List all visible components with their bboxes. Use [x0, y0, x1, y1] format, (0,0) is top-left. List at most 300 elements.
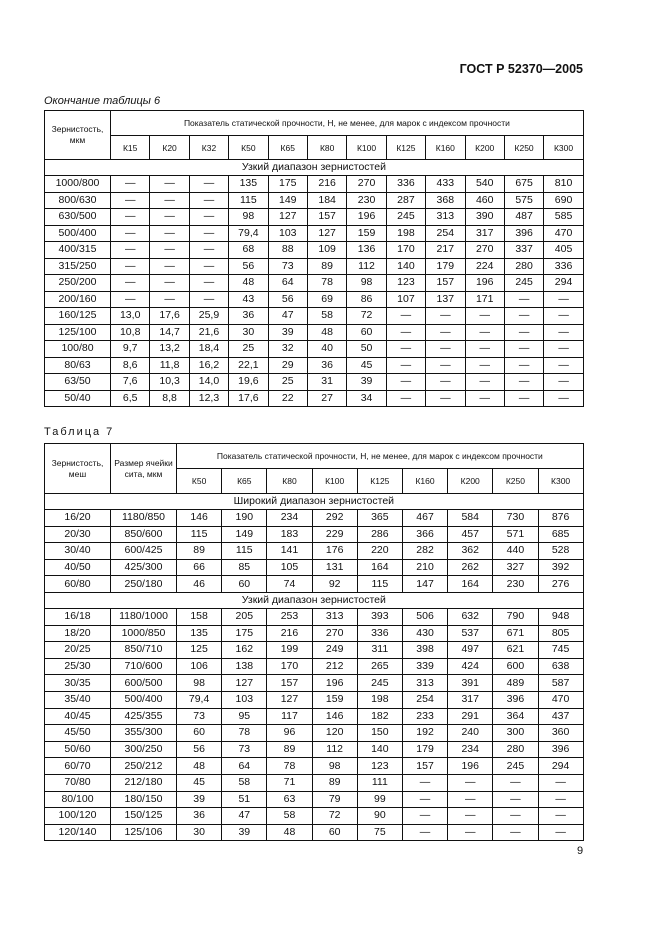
- value-cell: —: [150, 275, 189, 292]
- sieve-cell: 850/710: [111, 642, 177, 659]
- table-row: [45, 658, 584, 675]
- value-cell: 16,2: [189, 357, 228, 374]
- value-cell: —: [426, 390, 465, 407]
- grain-cell: 100/120: [45, 808, 111, 825]
- value-cell: 71: [267, 774, 312, 791]
- value-cell: 78: [222, 725, 267, 742]
- value-cell: —: [386, 357, 425, 374]
- value-cell: 127: [222, 675, 267, 692]
- sieve-cell: 1180/1000: [111, 608, 177, 625]
- value-cell: 805: [538, 625, 583, 642]
- value-cell: 12,3: [189, 390, 228, 407]
- grain-cell: 80/100: [45, 791, 111, 808]
- value-cell: —: [538, 774, 583, 791]
- value-cell: 117: [267, 708, 312, 725]
- table7-column-header: К65: [222, 469, 267, 494]
- value-cell: 506: [402, 608, 447, 625]
- value-cell: —: [402, 791, 447, 808]
- table-row: [45, 708, 584, 725]
- table7-column-header: К160: [402, 469, 447, 494]
- table-row: [45, 725, 584, 742]
- value-cell: 196: [312, 675, 357, 692]
- sieve-cell: 425/300: [111, 559, 177, 576]
- value-cell: 34: [347, 390, 386, 407]
- sieve-cell: 1180/850: [111, 510, 177, 527]
- value-cell: 78: [307, 275, 346, 292]
- value-cell: 254: [402, 691, 447, 708]
- value-cell: —: [150, 192, 189, 209]
- value-cell: 30: [229, 324, 268, 341]
- value-cell: 470: [544, 225, 584, 242]
- value-cell: 460: [465, 192, 504, 209]
- value-cell: 74: [267, 576, 312, 593]
- value-cell: 600: [493, 658, 538, 675]
- value-cell: 253: [267, 608, 312, 625]
- table-row: [45, 341, 584, 358]
- value-cell: 327: [493, 559, 538, 576]
- table6-column-header: К125: [386, 136, 425, 160]
- value-cell: 58: [267, 808, 312, 825]
- value-cell: 339: [402, 658, 447, 675]
- value-cell: —: [493, 791, 538, 808]
- value-cell: 147: [402, 576, 447, 593]
- sieve-cell: 1000/850: [111, 625, 177, 642]
- sieve-cell: 600/425: [111, 543, 177, 560]
- value-cell: —: [504, 390, 543, 407]
- value-cell: 72: [347, 308, 386, 325]
- value-cell: —: [402, 774, 447, 791]
- value-cell: 336: [544, 258, 584, 275]
- value-cell: 170: [386, 242, 425, 259]
- value-cell: —: [465, 374, 504, 391]
- value-cell: 291: [448, 708, 493, 725]
- value-cell: 8,8: [150, 390, 189, 407]
- value-cell: 317: [448, 691, 493, 708]
- grain-cell: 50/40: [45, 390, 111, 407]
- value-cell: 300: [493, 725, 538, 742]
- value-cell: —: [544, 324, 584, 341]
- table-7: [44, 443, 584, 841]
- value-cell: —: [493, 774, 538, 791]
- value-cell: 212: [312, 658, 357, 675]
- value-cell: 164: [357, 559, 402, 576]
- value-cell: 437: [538, 708, 583, 725]
- value-cell: 198: [386, 225, 425, 242]
- table-row: [45, 691, 584, 708]
- value-cell: 230: [493, 576, 538, 593]
- value-cell: 36: [229, 308, 268, 325]
- sieve-cell: 355/300: [111, 725, 177, 742]
- value-cell: 8,6: [111, 357, 150, 374]
- value-cell: 470: [538, 691, 583, 708]
- value-cell: 497: [448, 642, 493, 659]
- value-cell: 876: [538, 510, 583, 527]
- value-cell: 368: [426, 192, 465, 209]
- table7-column-header: К300: [538, 469, 583, 494]
- value-cell: 280: [504, 258, 543, 275]
- grain-cell: 315/250: [45, 258, 111, 275]
- value-cell: 393: [357, 608, 402, 625]
- sieve-cell: 850/600: [111, 526, 177, 543]
- value-cell: 29: [268, 357, 307, 374]
- value-cell: 22: [268, 390, 307, 407]
- value-cell: 457: [448, 526, 493, 543]
- value-cell: —: [538, 808, 583, 825]
- value-cell: —: [504, 341, 543, 358]
- table7-column-header: К50: [177, 469, 222, 494]
- value-cell: 571: [493, 526, 538, 543]
- value-cell: 396: [493, 691, 538, 708]
- value-cell: 25,9: [189, 308, 228, 325]
- value-cell: —: [150, 291, 189, 308]
- value-cell: 21,6: [189, 324, 228, 341]
- value-cell: 127: [267, 691, 312, 708]
- value-cell: —: [150, 258, 189, 275]
- sieve-cell: 500/400: [111, 691, 177, 708]
- value-cell: 88: [268, 242, 307, 259]
- table6-column-header: К15: [111, 136, 150, 160]
- value-cell: 184: [307, 192, 346, 209]
- value-cell: 68: [229, 242, 268, 259]
- value-cell: —: [465, 341, 504, 358]
- sieve-cell: 150/125: [111, 808, 177, 825]
- table6-column-header: К300: [544, 136, 584, 160]
- table-row: [45, 608, 584, 625]
- value-cell: —: [189, 209, 228, 226]
- table-row: [45, 526, 584, 543]
- value-cell: —: [544, 308, 584, 325]
- value-cell: 317: [465, 225, 504, 242]
- value-cell: —: [544, 341, 584, 358]
- table6-column-header: К250: [504, 136, 543, 160]
- table-row: [45, 390, 584, 407]
- value-cell: 60: [347, 324, 386, 341]
- value-cell: 198: [357, 691, 402, 708]
- value-cell: 690: [544, 192, 584, 209]
- table6-header-grain: Зернистость, мкм: [45, 111, 111, 160]
- value-cell: 810: [544, 176, 584, 193]
- grain-cell: 40/50: [45, 559, 111, 576]
- table-row: [45, 791, 584, 808]
- value-cell: 103: [268, 225, 307, 242]
- value-cell: 45: [177, 774, 222, 791]
- grain-cell: 630/500: [45, 209, 111, 226]
- value-cell: 98: [312, 758, 357, 775]
- value-cell: 127: [268, 209, 307, 226]
- table6-column-header: К80: [307, 136, 346, 160]
- value-cell: 313: [312, 608, 357, 625]
- grain-cell: 18/20: [45, 625, 111, 642]
- grain-cell: 50/60: [45, 741, 111, 758]
- table-row: [45, 824, 584, 841]
- value-cell: 150: [357, 725, 402, 742]
- value-cell: 27: [307, 390, 346, 407]
- value-cell: 632: [448, 608, 493, 625]
- value-cell: 14,7: [150, 324, 189, 341]
- value-cell: 159: [347, 225, 386, 242]
- grain-cell: 500/400: [45, 225, 111, 242]
- value-cell: 73: [177, 708, 222, 725]
- value-cell: 9,7: [111, 341, 150, 358]
- value-cell: 249: [312, 642, 357, 659]
- value-cell: 7,6: [111, 374, 150, 391]
- value-cell: 39: [222, 824, 267, 841]
- table-row: [45, 758, 584, 775]
- table-row: [45, 275, 584, 292]
- value-cell: 467: [402, 510, 447, 527]
- table7-section-wide: Широкий диапазон зернистостей: [45, 494, 584, 510]
- value-cell: 270: [347, 176, 386, 193]
- grain-cell: 70/80: [45, 774, 111, 791]
- value-cell: 229: [312, 526, 357, 543]
- value-cell: 106: [177, 658, 222, 675]
- table-row: [45, 192, 584, 209]
- value-cell: —: [504, 291, 543, 308]
- value-cell: 157: [402, 758, 447, 775]
- table-row: [45, 308, 584, 325]
- value-cell: —: [465, 390, 504, 407]
- value-cell: 190: [222, 510, 267, 527]
- value-cell: —: [544, 291, 584, 308]
- value-cell: 336: [357, 625, 402, 642]
- table-row: [45, 291, 584, 308]
- value-cell: 364: [493, 708, 538, 725]
- value-cell: 72: [312, 808, 357, 825]
- grain-cell: 80/63: [45, 357, 111, 374]
- grain-cell: 35/40: [45, 691, 111, 708]
- grain-cell: 800/630: [45, 192, 111, 209]
- value-cell: 98: [229, 209, 268, 226]
- value-cell: 50: [347, 341, 386, 358]
- value-cell: 365: [357, 510, 402, 527]
- table-row: [45, 374, 584, 391]
- table-row: [45, 675, 584, 692]
- value-cell: 63: [267, 791, 312, 808]
- table6-section-narrow: Узкий диапазон зернистостей: [45, 160, 584, 176]
- value-cell: 234: [267, 510, 312, 527]
- value-cell: 245: [357, 675, 402, 692]
- value-cell: —: [544, 374, 584, 391]
- value-cell: —: [189, 176, 228, 193]
- value-cell: 6,5: [111, 390, 150, 407]
- value-cell: —: [504, 308, 543, 325]
- value-cell: —: [426, 324, 465, 341]
- value-cell: —: [538, 824, 583, 841]
- value-cell: —: [426, 357, 465, 374]
- value-cell: 233: [402, 708, 447, 725]
- value-cell: —: [111, 192, 150, 209]
- value-cell: 30: [177, 824, 222, 841]
- table-row: [45, 543, 584, 560]
- grain-cell: 400/315: [45, 242, 111, 259]
- value-cell: 13,0: [111, 308, 150, 325]
- value-cell: 140: [357, 741, 402, 758]
- sieve-cell: 180/150: [111, 791, 177, 808]
- value-cell: —: [426, 308, 465, 325]
- table-row: [45, 225, 584, 242]
- value-cell: 311: [357, 642, 402, 659]
- value-cell: 171: [465, 291, 504, 308]
- value-cell: 164: [448, 576, 493, 593]
- value-cell: 159: [312, 691, 357, 708]
- value-cell: 135: [177, 625, 222, 642]
- value-cell: —: [150, 176, 189, 193]
- value-cell: 216: [307, 176, 346, 193]
- value-cell: 48: [307, 324, 346, 341]
- value-cell: —: [538, 791, 583, 808]
- table-row: [45, 625, 584, 642]
- value-cell: 313: [402, 675, 447, 692]
- value-cell: 89: [267, 741, 312, 758]
- page-number: 9: [577, 845, 584, 857]
- value-cell: 170: [267, 658, 312, 675]
- value-cell: 111: [357, 774, 402, 791]
- value-cell: 162: [222, 642, 267, 659]
- value-cell: 245: [504, 275, 543, 292]
- sieve-cell: 250/180: [111, 576, 177, 593]
- table-row: [45, 808, 584, 825]
- value-cell: 176: [312, 543, 357, 560]
- value-cell: —: [504, 357, 543, 374]
- value-cell: —: [189, 225, 228, 242]
- value-cell: 138: [222, 658, 267, 675]
- value-cell: —: [544, 390, 584, 407]
- table-row: [45, 642, 584, 659]
- grain-cell: 120/140: [45, 824, 111, 841]
- value-cell: 392: [538, 559, 583, 576]
- value-cell: 396: [538, 741, 583, 758]
- value-cell: 638: [538, 658, 583, 675]
- value-cell: —: [504, 324, 543, 341]
- value-cell: 95: [222, 708, 267, 725]
- value-cell: 10,8: [111, 324, 150, 341]
- table6-column-header: К32: [189, 136, 228, 160]
- value-cell: 103: [222, 691, 267, 708]
- table7-column-header: К200: [448, 469, 493, 494]
- value-cell: 60: [312, 824, 357, 841]
- value-cell: 675: [504, 176, 543, 193]
- value-cell: 69: [307, 291, 346, 308]
- table-row: [45, 357, 584, 374]
- value-cell: 96: [267, 725, 312, 742]
- value-cell: 89: [307, 258, 346, 275]
- value-cell: —: [465, 308, 504, 325]
- sieve-cell: 250/212: [111, 758, 177, 775]
- value-cell: 537: [448, 625, 493, 642]
- value-cell: 107: [386, 291, 425, 308]
- table6-column-header: К50: [229, 136, 268, 160]
- value-cell: 671: [493, 625, 538, 642]
- value-cell: 25: [229, 341, 268, 358]
- value-cell: 182: [357, 708, 402, 725]
- value-cell: 210: [402, 559, 447, 576]
- sieve-cell: 710/600: [111, 658, 177, 675]
- value-cell: 337: [504, 242, 543, 259]
- value-cell: 790: [493, 608, 538, 625]
- value-cell: 196: [347, 209, 386, 226]
- table6-column-header: К200: [465, 136, 504, 160]
- grain-cell: 30/40: [45, 543, 111, 560]
- grain-cell: 125/100: [45, 324, 111, 341]
- value-cell: 745: [538, 642, 583, 659]
- value-cell: —: [448, 824, 493, 841]
- table7-header-group: Показатель статической прочности, Н, не менее, для марок с индексом прочности: [177, 444, 584, 469]
- value-cell: 245: [386, 209, 425, 226]
- value-cell: 18,4: [189, 341, 228, 358]
- value-cell: 136: [347, 242, 386, 259]
- value-cell: 254: [426, 225, 465, 242]
- value-cell: 157: [267, 675, 312, 692]
- value-cell: —: [150, 225, 189, 242]
- value-cell: —: [189, 192, 228, 209]
- value-cell: —: [189, 258, 228, 275]
- value-cell: 140: [386, 258, 425, 275]
- table7-column-header: К80: [267, 469, 312, 494]
- grain-cell: 30/35: [45, 675, 111, 692]
- value-cell: 11,8: [150, 357, 189, 374]
- value-cell: 31: [307, 374, 346, 391]
- value-cell: 46: [177, 576, 222, 593]
- value-cell: 391: [448, 675, 493, 692]
- value-cell: —: [189, 242, 228, 259]
- value-cell: 13,2: [150, 341, 189, 358]
- value-cell: 433: [426, 176, 465, 193]
- value-cell: 109: [307, 242, 346, 259]
- value-cell: 73: [222, 741, 267, 758]
- value-cell: 127: [307, 225, 346, 242]
- value-cell: 120: [312, 725, 357, 742]
- table-row: [45, 242, 584, 259]
- value-cell: 685: [538, 526, 583, 543]
- table7-column-header: К250: [493, 469, 538, 494]
- value-cell: 105: [267, 559, 312, 576]
- value-cell: —: [386, 341, 425, 358]
- value-cell: 125: [177, 642, 222, 659]
- value-cell: 75: [357, 824, 402, 841]
- table6-column-header: К100: [347, 136, 386, 160]
- value-cell: 196: [448, 758, 493, 775]
- table-6: [44, 110, 584, 407]
- sieve-cell: 425/355: [111, 708, 177, 725]
- value-cell: 99: [357, 791, 402, 808]
- value-cell: 621: [493, 642, 538, 659]
- value-cell: 149: [222, 526, 267, 543]
- grain-cell: 200/160: [45, 291, 111, 308]
- grain-cell: 60/80: [45, 576, 111, 593]
- value-cell: 294: [538, 758, 583, 775]
- value-cell: 146: [312, 708, 357, 725]
- table-row: [45, 258, 584, 275]
- value-cell: 430: [402, 625, 447, 642]
- value-cell: —: [448, 791, 493, 808]
- table-row: [45, 209, 584, 226]
- value-cell: 19,6: [229, 374, 268, 391]
- value-cell: —: [493, 824, 538, 841]
- value-cell: 86: [347, 291, 386, 308]
- value-cell: 85: [222, 559, 267, 576]
- value-cell: 98: [347, 275, 386, 292]
- table6-header-group: Показатель статической прочности, Н, не менее, для марок с индексом прочности: [111, 111, 584, 136]
- value-cell: 262: [448, 559, 493, 576]
- value-cell: —: [544, 357, 584, 374]
- value-cell: 137: [426, 291, 465, 308]
- value-cell: 424: [448, 658, 493, 675]
- value-cell: 265: [357, 658, 402, 675]
- sieve-cell: 300/250: [111, 741, 177, 758]
- value-cell: —: [402, 808, 447, 825]
- value-cell: 39: [268, 324, 307, 341]
- value-cell: 58: [222, 774, 267, 791]
